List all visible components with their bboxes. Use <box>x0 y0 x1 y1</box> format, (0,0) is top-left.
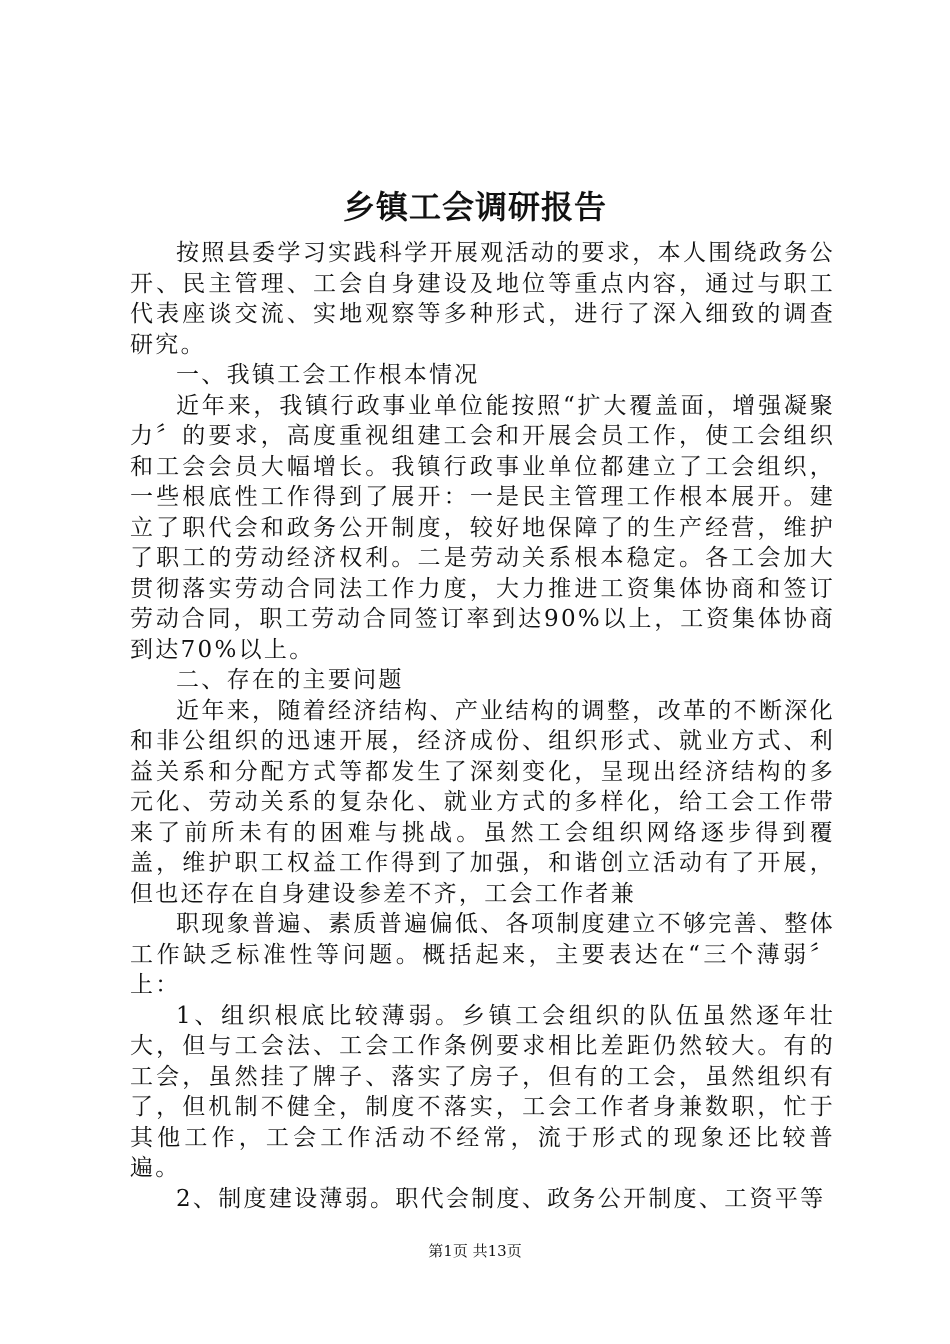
section-heading-2: 二、存在的主要问题 <box>176 667 404 693</box>
section-2-paragraph: 近年来，随着经济结构、产业结构的调整，改革的不断深化和非公组织的迅速开展，经济成份、组织形式、就业方式、利益关系和分配方式等都发生了深刻变化，呈现出经济结构的多元化、劳动关系的复杂化、就业方式的多样化，给工会工作带来了前所未有的困难与挑战。虽然工会组织网络逐步得到覆盖，维护职工权益工作得到了加强，和谐创立活动有了开展，但也还存在自身建设参差不齐，工会工作者兼 <box>130 697 835 907</box>
point-1-paragraph: 1、组织根底比较薄弱。乡镇工会组织的队伍虽然逐年壮大，但与工会法、工会工作条例要求相比差距仍然较大。有的工会，虽然挂了牌子、落实了房子，但有的工会，虽然组织有了，但机制不健全，制度不落实，工会工作者身兼数职，忙于其他工作，工会工作活动不经常，流于形式的现象还比较普遍。 <box>130 1002 835 1181</box>
section-1-paragraph: 近年来，我镇行政事业单位能按照“扩大覆盖面，增强凝聚力〞的要求，高度重视组建工会和开展会员工作，使工会组织和工会会员大幅增长。我镇行政事业单位都建立了工会组织，一些根底性工作得到了展开：一是民主管理工作根本展开。建立了职代会和政务公开制度，较好地保障了的生产经营，维护了职工的劳动经济权利。二是劳动关系根本稳定。各工会加大贯彻落实劳动合同法工作力度，大力推进工资集体协商和签订劳动合同，职工劳动合同签订率到达90%以上，工资集体协商到达70%以上。 <box>130 392 835 663</box>
intro-paragraph: 按照县委学习实践科学开展观活动的要求，本人围绕政务公开、民主管理、工会自身建设及地位等重点内容，通过与职工代表座谈交流、实地观察等多种形式，进行了深入细致的调查研究。 <box>130 240 835 358</box>
section-heading-1: 一、我镇工会工作根本情况 <box>176 362 480 388</box>
point-2-paragraph: 2、制度建设薄弱。职代会制度、政务公开制度、工资平等 <box>176 1185 826 1212</box>
document-body <box>130 238 835 1214</box>
document-title: 乡镇工会调研报告 <box>342 188 607 226</box>
section-2-continuation: 职现象普遍、素质普遍偏低、各项制度建立不够完善、整体工作缺乏标准性等问题。概括起来，主要表达在“三个薄弱〞上： <box>130 911 835 998</box>
page-number-footer: 第1页 共13页 <box>428 1242 522 1260</box>
